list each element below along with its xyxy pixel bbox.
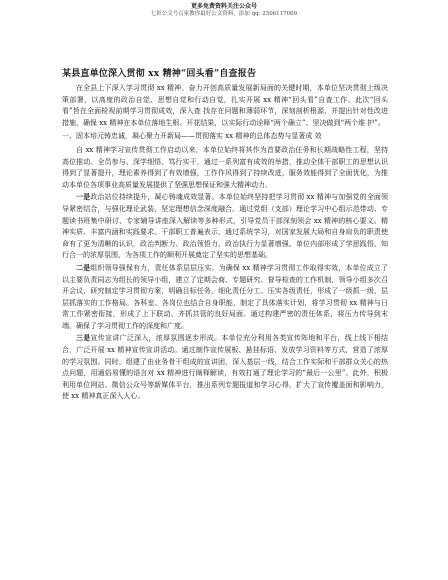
point-2-text: 组织领导强保有力，责任体系层层压实。为确保 xx 精神学习贯彻工作取得实效，本单位成立了以主要负责同志为组长的领导小组，建立了定期会商、专题研究、督导检查的工作机制，领导小组多次召开会议，研究制定学习贯彻方案，明确目标任务，细化责任分工。压实各级责任，形成了一级抓一级、层层抓落实的工作格局。各科室、各岗位也结合自身职能，制定了具体落实计划，将学习贯彻 xx 精神与日常工作紧密衔接，形成了上下联动、齐抓共管的良好局面。通过构建严密的责任体系，将压力传导到末端，确保了学习贯彻工作的深度和广度。 <box>62 263 388 330</box>
point-1-text: 政治站位持续提升，凝心铸魂成效显著。本单位始终坚持把学习贯彻 xx 精神与加强党的全面领导紧密结合，与强化理论武装、坚定理想信念深度融合。通过党组（支部）理论学习中心组示范带动、专题读书班集中研讨、专家辅导讲座深入解读等多种形式，引导党员干部深刻领会 xx 精神的核心要义。精神实质、丰富内涵和实践要求。干部职工普遍表示，通过系统学习，对国家发展大局和自身肩负的职责使命有了更为清晰的认识，政治判断力、政治领悟力、政治执行力显著增强。单位内部形成了学思践悟、知行合一的浓厚氛围，为各项工作的顺利开展奠定了坚实的思想基础。 <box>62 193 388 260</box>
section-1-heading: 一、固本培元铸忠诚，凝心聚力开新局——贯彻落实 xx 精神的总体态势与显著成 效 <box>62 132 322 141</box>
point-1-paragraph <box>62 191 388 262</box>
point-3-paragraph <box>62 332 388 403</box>
section-1-paragraph: 自 xx 精神学习宣传贯彻工作启动以来，本单位始终将其作为首要政治任务和长期战略性工程，坚持高位推动、全员参与、深学细悟、笃行实干，通过一系列富有成效的举措，推动全体干部职工的思想认识得到了显著提升，理论素养得到了有效增强，工作作风得到了持续改进，服务效能得到了全面优化，为推动本单位各项事业高质量发展提供了坚强思想保证和强大精神动力。 <box>62 145 388 189</box>
document-body <box>62 83 388 403</box>
point-2-paragraph <box>62 262 388 333</box>
page-header <box>0 2 448 19</box>
point-1-lead: 一是 <box>76 192 91 202</box>
point-3-text: 宣传宣讲广泛深入，浓厚氛围逐步形成。本单位充分利用各类宣传阵地和平台，线上线下相结合，广泛开展 xx 精神宣传宣讲活动。通过制作宣传展板、悬挂标语、发放学习资料等方式，营造了浓厚的学习氛围。同时，组建了由业务骨干组成的宣讲团，深入基层一线，结合工作实际和干部群众关心的热点问题，用通俗易懂的语言对 xx 精神进行阐释解读，有效打通了理论学习的“最后一公里”。此外，积极利用单位网站、微信公众号等新媒体平台，推出系列专题报道和学习心得，扩大了宣传覆盖面和影响力，使 xx 精神真正深入人心。 <box>62 334 389 401</box>
intro-paragraph: 在全县上下深入学习贯彻 xx 精神、奋力开创高质量发展新局面的关键时期，本单位坚决贯彻上级决策部署，以高度的政治自觉、思想自觉和行动自觉，扎实开展 xx 精神“回头看”自查工作。此次“回头看”旨在全面检视前期学习贯彻成效，深入查 找存在问题和薄弱环节，深刻剖析根源，并提出针对性改进措施，确保 xx 精神在本单位落地生根、开花结果，以实际行动诠释“两个确立”、坚决做到“两个维 护”。 <box>62 84 388 127</box>
point-2-lead: 二是 <box>76 262 91 272</box>
header-contact-line: 七彩公文号百家教你最好公文资料，添加 qq: 2506117009 <box>150 11 298 17</box>
point-3-lead: 三是 <box>76 333 91 343</box>
header-promo-line: 更多免费资料关注公众号 <box>190 3 257 10</box>
document-title: 某县直单位深入贯彻 xx 精神“回头看”自查报告 <box>62 69 257 79</box>
